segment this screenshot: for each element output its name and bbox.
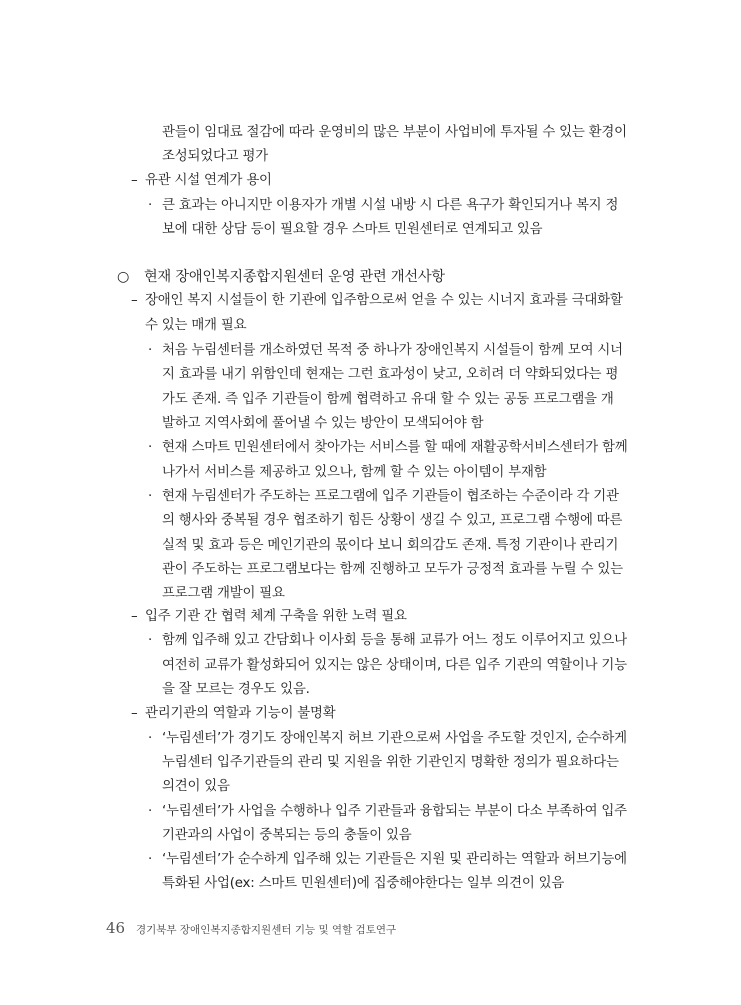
text-line: ‘누림센터’가 순수하게 입주해 있는 기관들은 지원 및 관리하는 역할과 허브기능에 [162, 852, 627, 867]
text-line: 현재 장애인복지종합지원센터 운영 관련 개선사항 [144, 269, 445, 285]
text-line: 처음 누림센터를 개소하였던 목적 중 하나가 장애인복지 시설들이 함께 모여 시너 [162, 343, 623, 358]
text-line: 누림센터 입주기관들의 관리 및 지원을 위한 기관인지 명확한 정의가 필요하다는 [162, 755, 619, 770]
list-marker: · [148, 633, 153, 648]
list-marker: · [148, 343, 153, 358]
list-marker: · [148, 440, 153, 455]
list-marker: · [148, 489, 153, 504]
text-line: 가도 존재. 즉 입주 기관들이 함께 협력하고 유대 할 수 있는 공동 프로그램을 개 [162, 392, 614, 407]
list-marker: – [131, 609, 138, 624]
text-line: 기관과의 사업이 중복되는 등의 충돌이 있음 [162, 828, 412, 843]
text-line: 조성되었다고 평가 [162, 149, 268, 164]
text-line: 나가서 서비스를 제공하고 있으나, 함께 할 수 있는 아이템이 부재함 [162, 465, 547, 480]
text-line: 지 효과를 내기 위함인데 현재는 그런 효과성이 낮고, 오히려 더 약화되었다는 평 [162, 367, 619, 382]
list-marker: · [148, 852, 153, 867]
text-line: 보에 대한 상담 등이 필요할 경우 스마트 민원센터로 연계되고 있음 [162, 222, 543, 237]
text-line: 현재 누림센터가 주도하는 프로그램에 입주 기관들이 협조하는 수준이라 각 기관 [162, 489, 619, 504]
text-line: 여전히 교류가 활성화되어 있지는 않은 상태이며, 다른 입주 기관의 역할이나 기능 [162, 658, 627, 673]
text-line: ‘누림센터’가 경기도 장애인복지 허브 기관으로써 사업을 주도할 것인지, 순수하게 [162, 731, 627, 746]
text-line: 관리기관의 역할과 기능이 불명확 [145, 706, 336, 721]
list-marker: – [131, 293, 138, 308]
text-line: 을 잘 모르는 경우도 있음. [162, 682, 310, 697]
text-line: 유관 시설 연계가 용이 [145, 173, 272, 188]
text-line: 프로그램 개발이 필요 [162, 586, 285, 601]
list-marker: · [148, 731, 153, 746]
text-line: 발하고 지역사회에 풀어낼 수 있는 방안이 모색되어야 함 [162, 416, 484, 431]
text-line: 관이 주도하는 프로그램보다는 함께 진행하고 모두가 긍정적 효과를 누릴 수 있는 [162, 562, 623, 577]
text-line: 현재 스마트 민원센터에서 찾아가는 서비스를 할 때에 재활공학서비스센터가 함께 [162, 440, 628, 455]
text-line: 함께 입주해 있고 간담회나 이사회 등을 통해 교류가 어느 정도 이루어지고 있으나 [162, 633, 627, 648]
list-marker: · [148, 198, 153, 213]
page-number: 46 [106, 919, 126, 937]
text-line: 의견이 있음 [162, 779, 230, 794]
text-line: 장애인 복지 시설들이 한 기관에 입주함으로써 얻을 수 있는 시너지 효과를 극대화할 [145, 293, 623, 308]
list-marker: · [148, 804, 153, 819]
text-line: 수 있는 매개 필요 [145, 318, 247, 333]
text-line: 관들이 임대료 절감에 따라 운영비의 많은 부분이 사업비에 투자될 수 있는 환경이 [162, 125, 627, 140]
list-marker: – [131, 706, 138, 721]
text-line: 의 행사와 중복될 경우 협조하기 힘든 상황이 생길 수 있고, 프로그램 수행에 따른 [162, 513, 623, 528]
list-marker: – [131, 173, 138, 188]
text-line: 큰 효과는 아니지만 이용자가 개별 시설 내방 시 다른 욕구가 확인되거나 복지 정 [162, 198, 619, 213]
text-line: 입주 기관 간 협력 체계 구축을 위한 노력 필요 [145, 609, 407, 624]
text-line: 특화된 사업(ex: 스마트 민원센터)에 집중해야한다는 일부 의견이 있음 [162, 876, 565, 891]
list-marker: ○ [117, 269, 130, 285]
text-line: ‘누림센터’가 사업을 수행하나 입주 기관들과 융합되는 부분이 다소 부족하여 입주 [162, 804, 627, 819]
footer-title: 경기북부 장애인복지종합지원센터 기능 및 역할 검토연구 [136, 924, 397, 936]
text-line: 실적 및 효과 등은 메인기관의 몫이다 보니 회의감도 존재. 특정 기관이나 관리기 [162, 538, 619, 553]
